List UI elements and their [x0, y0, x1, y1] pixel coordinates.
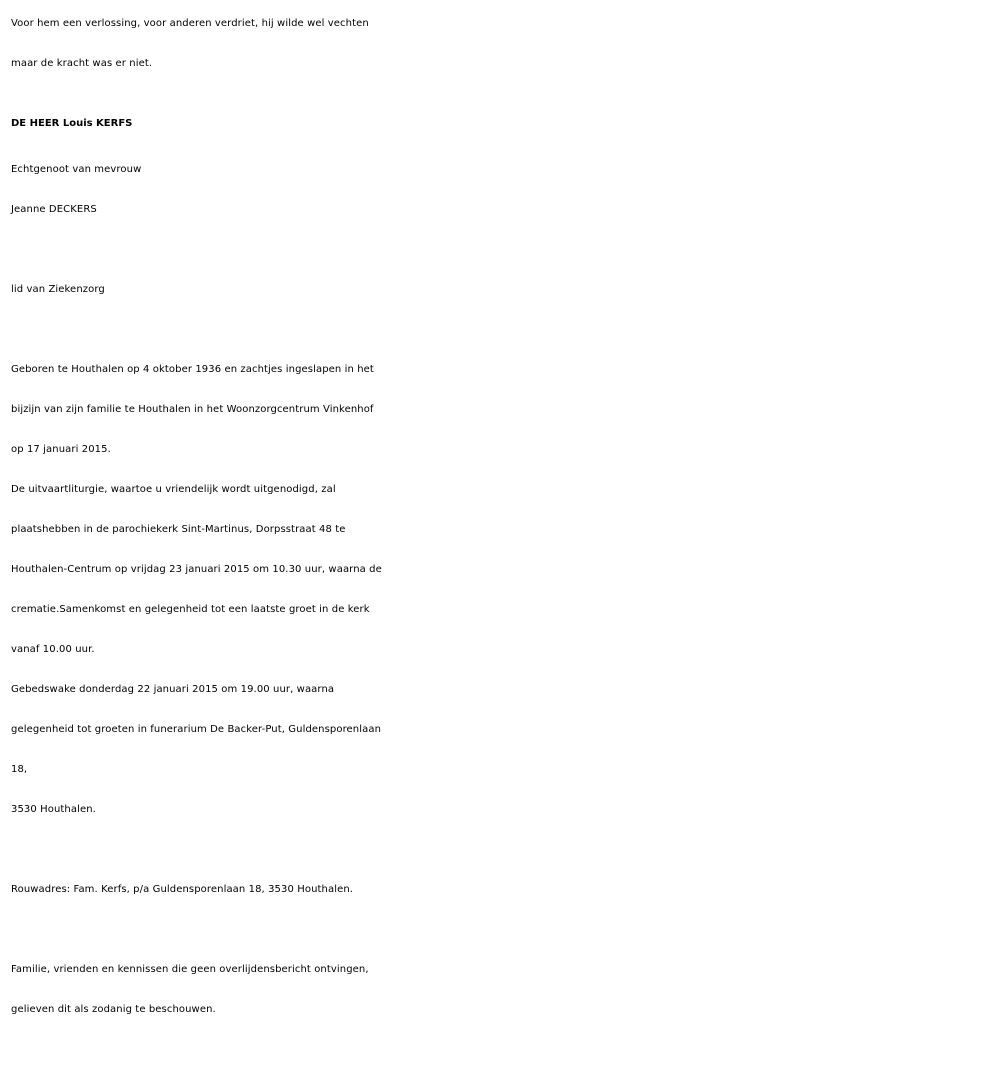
- details-line: Gebedswake donderdag 22 januari 2015 om 19.00 uur, waarna: [11, 684, 335, 695]
- closing-line: Familie, vrienden en kennissen die geen overlijdensbericht ontvingen,: [11, 964, 369, 975]
- motto-line: Voor hem een verlossing, voor anderen verdriet, hij wilde wel vechten: [11, 18, 369, 29]
- spacer: [11, 230, 1000, 270]
- membership: lid van Ziekenzorg: [11, 284, 105, 295]
- spacer: [11, 830, 1000, 870]
- spouse-info: [11, 150, 1000, 230]
- details-line: De uitvaartliturgie, waartoe u vriendelijk wordt uitgenodigd, zal: [11, 484, 336, 495]
- details-line: Geboren te Houthalen op 4 oktober 1936 en zachtjes ingeslapen in het: [11, 364, 374, 375]
- spouse-line: Jeanne DECKERS: [11, 204, 97, 215]
- motto-line: maar de kracht was er niet.: [11, 58, 153, 69]
- deceased-name: DE HEER Louis KERFS: [11, 118, 133, 129]
- details-line: vanaf 10.00 uur.: [11, 644, 95, 655]
- details-line: gelegenheid tot groeten in funerarium De Backer-Put, Guldensporenlaan: [11, 724, 382, 735]
- details-line: 18,: [11, 764, 28, 775]
- closing-line: gelieven dit als zodanig te beschouwen.: [11, 1004, 216, 1015]
- details-line: bijzijn van zijn familie te Houthalen in het Woonzorgcentrum Vinkenhof: [11, 404, 374, 415]
- funeral-details: [11, 350, 1000, 830]
- details-line: 3530 Houthalen.: [11, 804, 96, 815]
- details-line: Houthalen-Centrum op vrijdag 23 januari 2015 om 10.30 uur, waarna de: [11, 564, 382, 575]
- closing-note: [11, 950, 1000, 1030]
- spacer: [11, 310, 1000, 350]
- details-line: crematie.Samenkomst en gelegenheid tot een laatste groet in de kerk: [11, 604, 370, 615]
- motto: [11, 4, 1000, 84]
- mourning-address: Rouwadres: Fam. Kerfs, p/a Guldensporenlaan 18, 3530 Houthalen.: [11, 884, 354, 895]
- spacer: [11, 910, 1000, 950]
- spouse-line: Echtgenoot van mevrouw: [11, 164, 142, 175]
- details-line: op 17 januari 2015.: [11, 444, 111, 455]
- details-line: plaatshebben in de parochiekerk Sint-Martinus, Dorpsstraat 48 te: [11, 524, 346, 535]
